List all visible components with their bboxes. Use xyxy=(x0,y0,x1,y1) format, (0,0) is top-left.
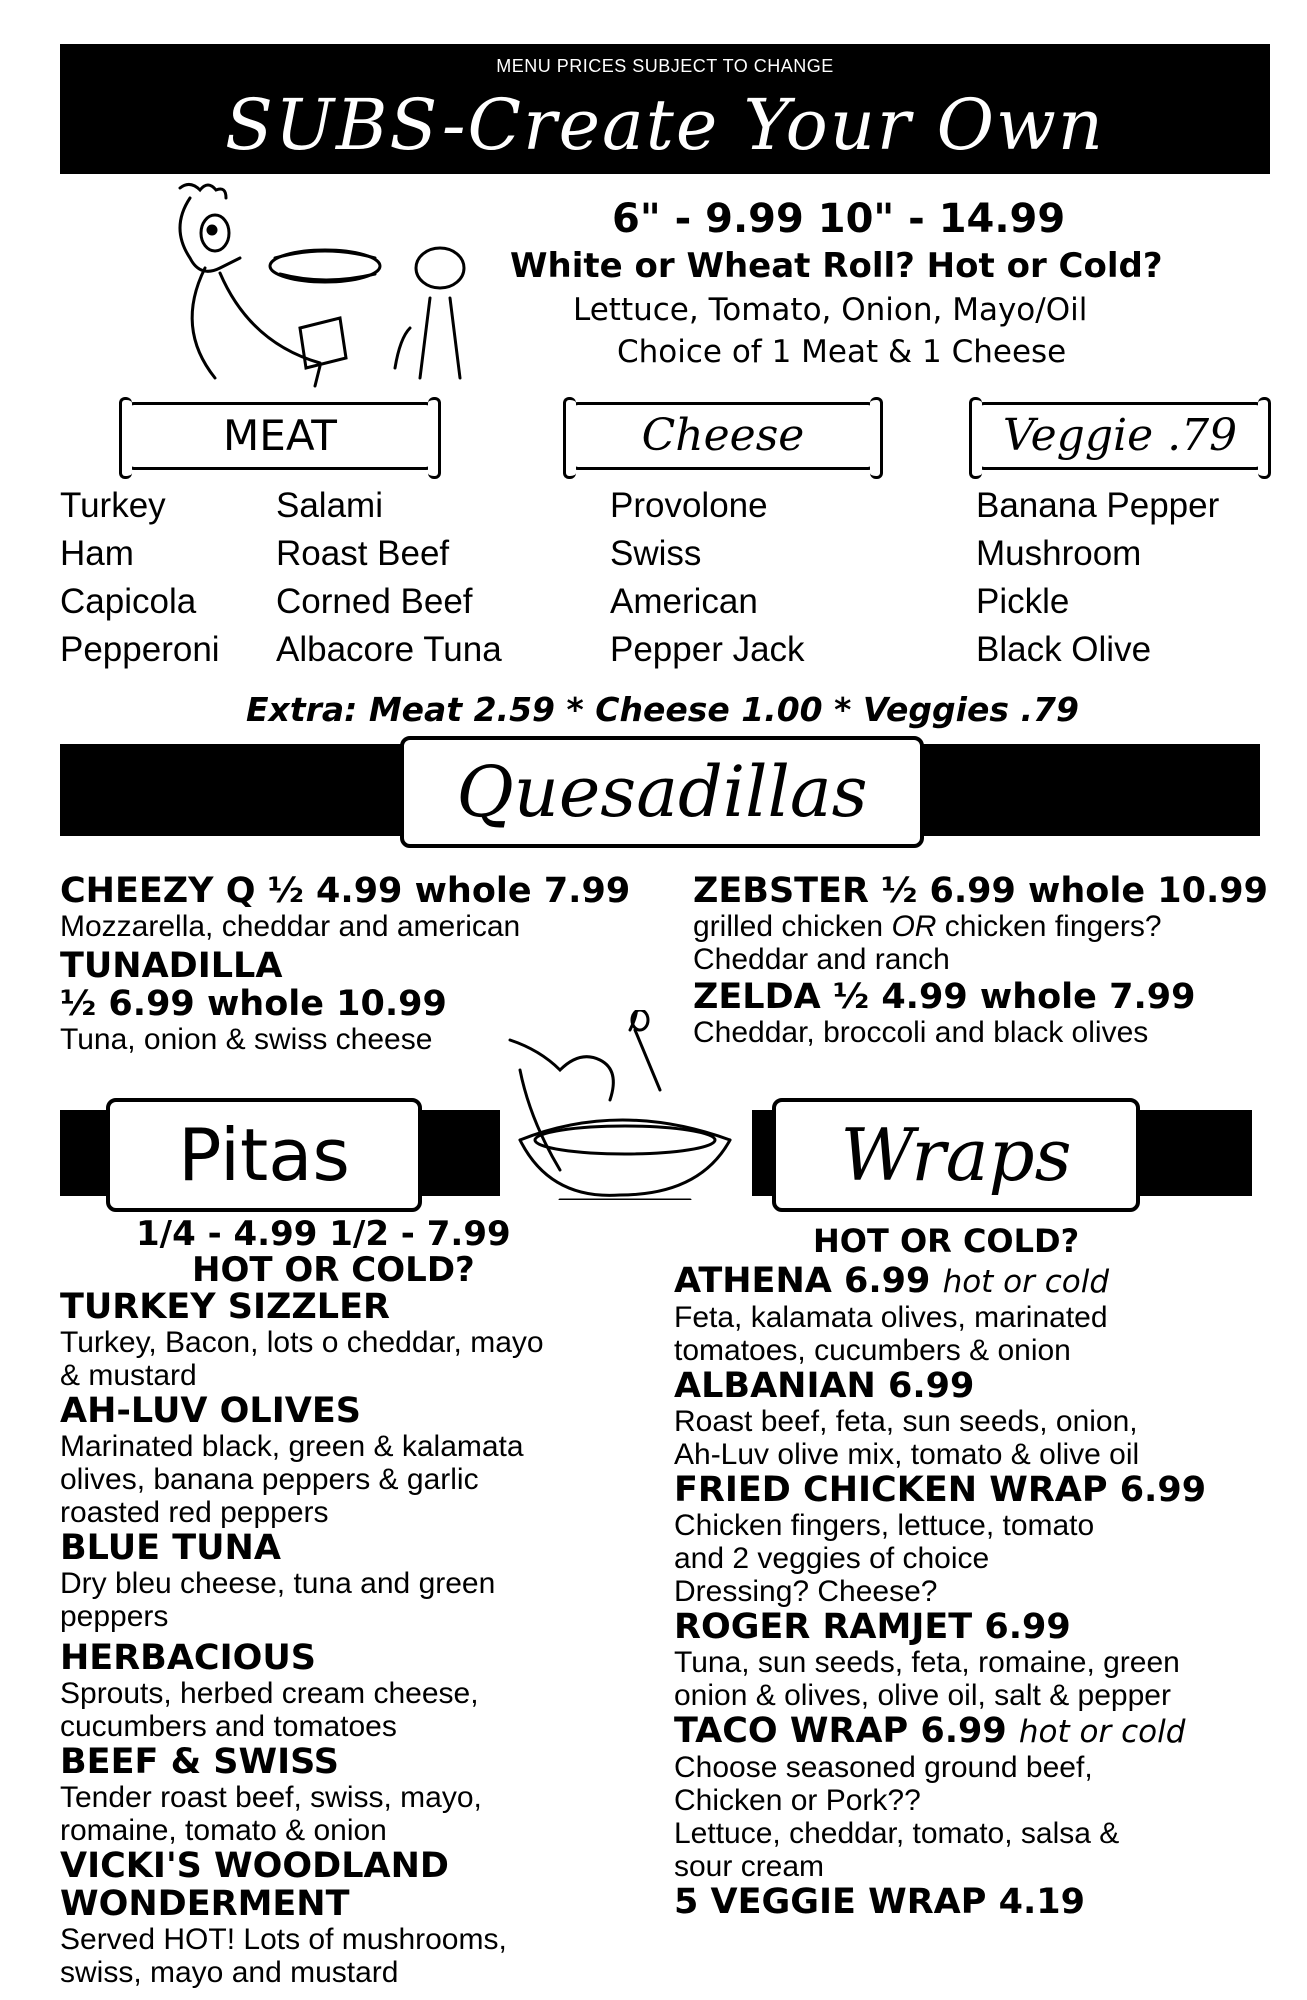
meat-list-1 xyxy=(60,482,220,674)
list-item: Turkey xyxy=(60,486,166,525)
menu-item-desc xyxy=(693,910,1273,943)
menu-item-desc: sour cream xyxy=(674,1850,825,1883)
wrap-hot-cold: HOT OR COLD? xyxy=(813,1222,1080,1260)
list-item: Salami xyxy=(276,486,383,525)
menu-item-title: CHEEZY Q ½ 4.99 whole 7.99 xyxy=(60,871,631,911)
list-item: Mushroom xyxy=(976,534,1142,573)
quesadillas-title: Quesadillas xyxy=(400,736,924,848)
desc-part: grilled chicken xyxy=(693,910,892,943)
menu-item-desc: roasted red peppers xyxy=(60,1496,329,1529)
list-item: Pepperoni xyxy=(60,630,220,669)
list-item: American xyxy=(610,582,758,621)
menu-item-desc: Tender roast beef, swiss, mayo, xyxy=(60,1781,482,1814)
menu-item-desc: & mustard xyxy=(60,1359,197,1392)
menu-item-desc: Served HOT! Lots of mushrooms, xyxy=(60,1923,507,1956)
menu-item-desc: Tuna, sun seeds, feta, romaine, green xyxy=(674,1646,1180,1679)
menu-item-title xyxy=(674,1712,1294,1751)
menu-item-title: BEEF & SWISS xyxy=(60,1742,339,1782)
pitas-title: Pitas xyxy=(106,1098,422,1212)
menu-item-title: FRIED CHICKEN WRAP 6.99 xyxy=(674,1470,1207,1510)
menu-item-desc: cucumbers and tomatoes xyxy=(60,1710,397,1743)
menu-item-title: AH-LUV OLIVES xyxy=(60,1391,361,1431)
menu-item-desc: Cheddar, broccoli and black olives xyxy=(693,1016,1149,1049)
subs-title: SUBS-Create Your Own xyxy=(225,84,1105,166)
menu-item-desc: Ah-Luv olive mix, tomato & olive oil xyxy=(674,1438,1140,1471)
list-item: Roast Beef xyxy=(276,534,450,573)
list-item: Ham xyxy=(60,534,134,573)
list-item: Banana Pepper xyxy=(976,486,1220,525)
wraps-list xyxy=(674,1262,1294,1921)
meat-heading: MEAT xyxy=(126,402,434,470)
chef-bowl-illustration xyxy=(500,1010,740,1200)
menu-item-title: ROGER RAMJET 6.99 xyxy=(674,1607,1071,1647)
menu-item-desc: tomatoes, cucumbers & onion xyxy=(674,1334,1071,1367)
menu-item-desc: and 2 veggies of choice xyxy=(674,1542,990,1575)
cheese-heading: Cheese xyxy=(570,402,876,470)
menu-item-price: ½ 6.99 whole 10.99 xyxy=(60,984,447,1024)
menu-item-title: 5 VEGGIE WRAP 4.19 xyxy=(674,1882,1085,1922)
menu-item-desc: Turkey, Bacon, lots o cheddar, mayo xyxy=(60,1326,544,1359)
desc-emphasis: OR xyxy=(891,910,937,943)
menu-item-title: TURKEY SIZZLER xyxy=(60,1287,390,1327)
menu-item-title: ALBANIAN 6.99 xyxy=(674,1366,975,1406)
menu-item-note: hot or cold xyxy=(1018,1714,1186,1750)
menu-item-desc: Choose seasoned ground beef, xyxy=(674,1751,1093,1784)
list-item: Black Olive xyxy=(976,630,1152,669)
menu-item-desc: Roast beef, feta, sun seeds, onion, xyxy=(674,1405,1138,1438)
menu-item-name: TACO WRAP 6.99 xyxy=(674,1711,1007,1751)
wraps-title: Wraps xyxy=(772,1098,1140,1212)
quesadillas-right-column xyxy=(693,872,1273,1049)
menu-item-desc: Lettuce, cheddar, tomato, salsa & xyxy=(674,1817,1120,1850)
menu-item-desc: Dressing? Cheese? xyxy=(674,1575,938,1608)
list-item: Swiss xyxy=(610,534,702,573)
list-item: Provolone xyxy=(610,486,768,525)
pitas-list xyxy=(60,1288,660,1989)
pita-sizes-prices: 1/4 - 4.99 1/2 - 7.99 xyxy=(136,1214,511,1254)
menu-item-desc: olives, banana peppers & garlic xyxy=(60,1463,479,1496)
menu-item-desc: romaine, tomato & onion xyxy=(60,1814,387,1847)
menu-item-desc: Cheddar and ranch xyxy=(693,943,950,976)
menu-item-note: hot or cold xyxy=(942,1264,1110,1300)
pita-hot-cold: HOT OR COLD? xyxy=(192,1250,475,1290)
sub-eater-illustration xyxy=(150,178,490,388)
cheese-list xyxy=(610,482,805,674)
price-notice: MENU PRICES SUBJECT TO CHANGE xyxy=(496,56,834,76)
menu-item-desc: Feta, kalamata olives, marinated xyxy=(674,1301,1108,1334)
list-item: Pickle xyxy=(976,582,1070,621)
sub-sizes-prices: 6" - 9.99 10" - 14.99 xyxy=(612,196,1066,242)
sub-toppings: Lettuce, Tomato, Onion, Mayo/Oil xyxy=(573,292,1088,328)
menu-item-desc: Mozzarella, cheddar and american xyxy=(60,910,521,943)
veggie-list xyxy=(976,482,1219,674)
menu-item-title: BLUE TUNA xyxy=(60,1528,281,1568)
menu-item-title: WONDERMENT xyxy=(60,1884,350,1924)
menu-item-title: HERBACIOUS xyxy=(60,1638,317,1678)
menu-item-title: ZEBSTER ½ 6.99 whole 10.99 xyxy=(693,871,1268,911)
menu-item-desc: swiss, mayo and mustard xyxy=(60,1956,399,1989)
menu-item-desc: Chicken fingers, lettuce, tomato xyxy=(674,1509,1095,1542)
meat-list-2 xyxy=(276,482,502,674)
desc-part: chicken fingers? xyxy=(936,910,1162,943)
menu-item-desc: Tuna, onion & swiss cheese xyxy=(60,1023,433,1056)
menu-item-title: VICKI'S WOODLAND xyxy=(60,1846,449,1886)
sub-choice: Choice of 1 Meat & 1 Cheese xyxy=(617,334,1067,370)
list-item: Corned Beef xyxy=(276,582,473,621)
subs-header-bar xyxy=(60,44,1270,174)
sub-roll-choice: White or Wheat Roll? Hot or Cold? xyxy=(510,246,1163,286)
list-item: Albacore Tuna xyxy=(276,630,502,669)
menu-item-desc: Marinated black, green & kalamata xyxy=(60,1430,524,1463)
menu-item-desc: peppers xyxy=(60,1600,169,1633)
menu-item-desc: Chicken or Pork?? xyxy=(674,1784,921,1817)
menu-item-desc: Sprouts, herbed cream cheese, xyxy=(60,1677,479,1710)
menu-item-title: TUNADILLA xyxy=(60,946,283,986)
sub-extras-prices: Extra: Meat 2.59 * Cheese 1.00 * Veggies .79 xyxy=(246,690,1079,729)
menu-item-name: ATHENA 6.99 xyxy=(674,1261,931,1301)
menu-item-desc: onion & olives, olive oil, salt & pepper xyxy=(674,1679,1171,1712)
menu-item-title: ZELDA ½ 4.99 whole 7.99 xyxy=(693,977,1196,1017)
veggie-heading: Veggie .79 xyxy=(976,402,1264,470)
menu-item-title xyxy=(674,1262,1294,1301)
menu-item-desc: Dry bleu cheese, tuna and green xyxy=(60,1567,496,1600)
list-item: Capicola xyxy=(60,582,197,621)
list-item: Pepper Jack xyxy=(610,630,805,669)
